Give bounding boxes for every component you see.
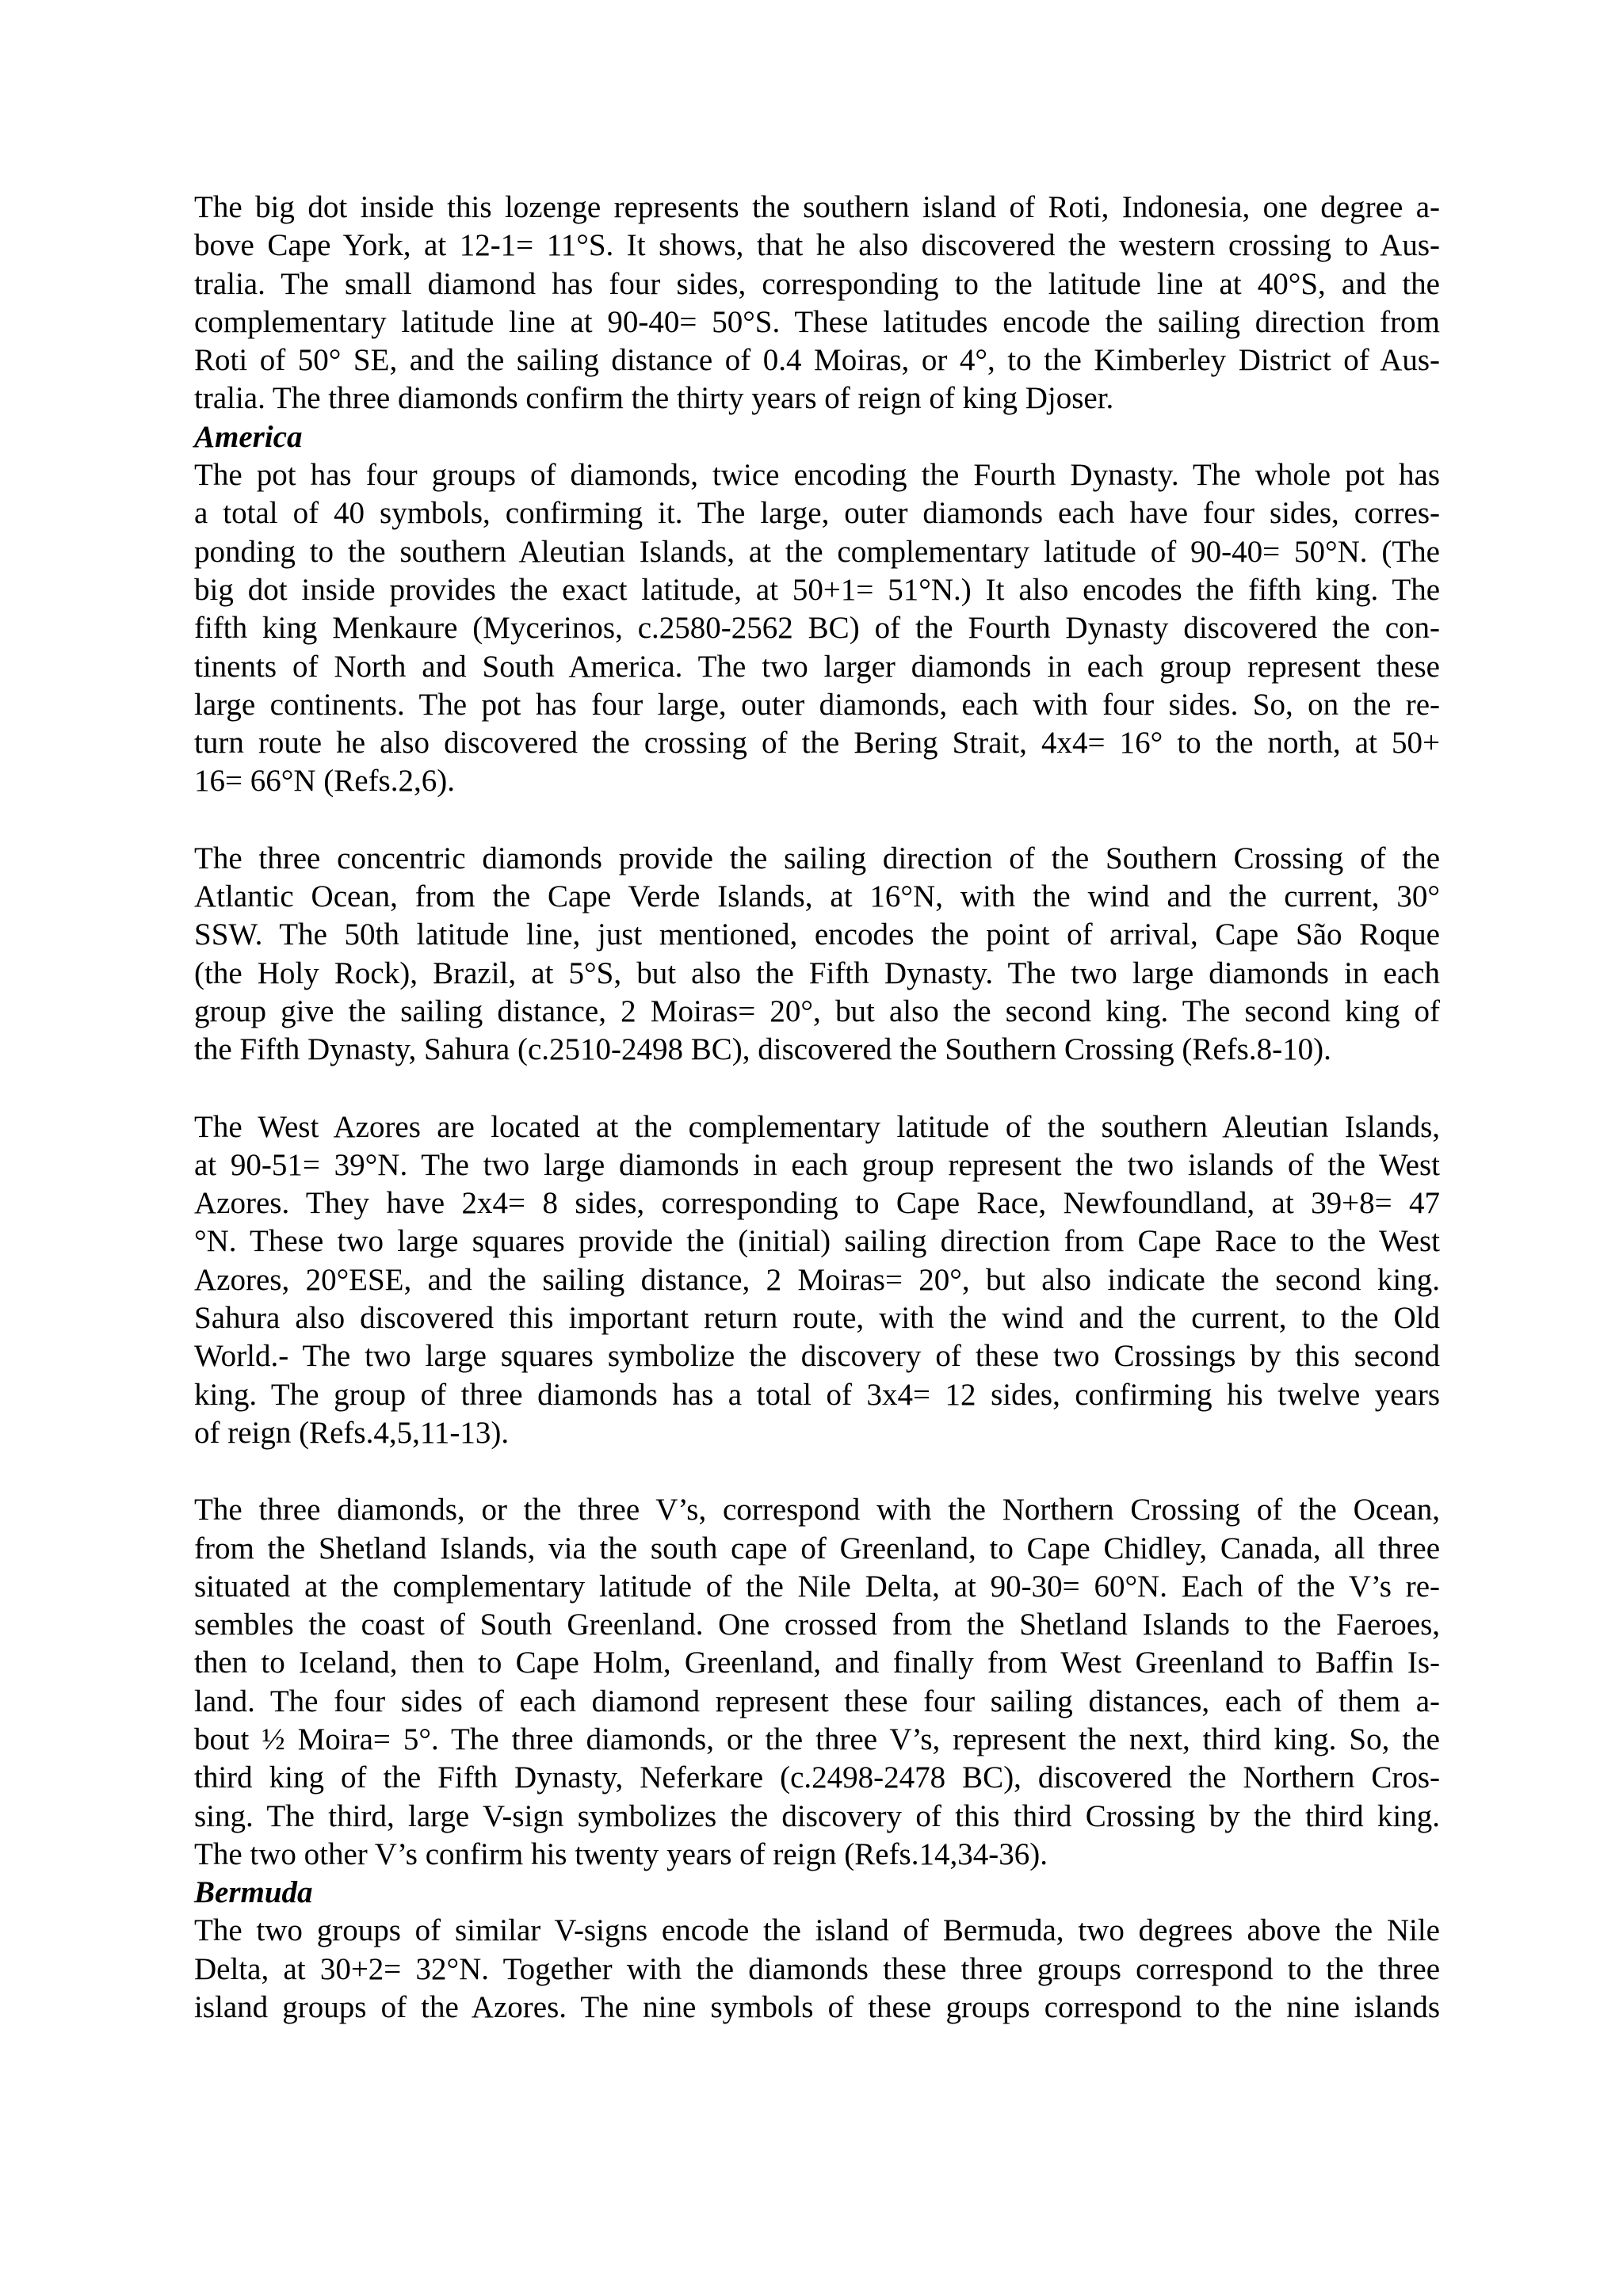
text-line: the Fifth Dynasty, Sahura (c.2510-2498 BC), discovered the Southern Crossing (Refs.8-10). xyxy=(194,1032,1331,1067)
text-line: Sahura also discovered this important return route, with the wind and the current, to the Old xyxy=(194,1301,1440,1336)
text-line: The three diamonds, or the three V’s, correspond with the Northern Crossing of the Ocean, xyxy=(194,1493,1440,1527)
text-line: Atlantic Ocean, from the Cape Verde Islands, at 16°N, with the wind and the current, 30° xyxy=(194,879,1440,914)
text-line: sing. The third, large V-sign symbolizes the discovery of this third Crossing by the third king. xyxy=(194,1798,1440,1833)
text-line: big dot inside provides the exact latitude, at 50+1= 51°N.) It also encodes the fifth king. The xyxy=(194,572,1440,607)
paragraph-southern-crossing xyxy=(194,840,1440,1070)
text-line: bove Cape York, at 12-1= 11°S. It shows, that he also discovered the western crossing to Aus- xyxy=(194,228,1440,263)
paragraph-america xyxy=(194,456,1440,801)
text-line: 16= 66°N (Refs.2,6). xyxy=(194,764,455,799)
text-line: The two groups of similar V-signs encode the island of Bermuda, two degrees above the Nile xyxy=(194,1913,1440,1948)
section-heading-bermuda: Bermuda xyxy=(194,1875,313,1910)
text-line: from the Shetland Islands, via the south cape of Greenland, to Cape Chidley, Canada, all three xyxy=(194,1531,1440,1566)
text-line: SSW. The 50th latitude line, just mentioned, encodes the point of arrival, Cape São Roque xyxy=(194,917,1440,952)
text-line: of reign (Refs.4,5,11-13). xyxy=(194,1415,510,1450)
text-line: World.- The two large squares symbolize the discovery of these two Crossings by this second xyxy=(194,1339,1440,1374)
text-line: land. The four sides of each diamond represent these four sailing distances, each of them a- xyxy=(194,1684,1440,1718)
text-line: tinents of North and South America. The two larger diamonds in each group represent these xyxy=(194,649,1440,684)
paragraph-northern-crossing xyxy=(194,1491,1440,1874)
text-line: fifth king Menkaure (Mycerinos, c.2580-2562 BC) of the Fourth Dynasty discovered the con- xyxy=(194,611,1440,646)
text-line: The big dot inside this lozenge represents the southern island of Roti, Indonesia, one degree a- xyxy=(194,190,1440,224)
text-line: turn route he also discovered the crossing of the Bering Strait, 4x4= 16° to the north, at 50+ xyxy=(194,726,1440,761)
text-line: The West Azores are located at the complementary latitude of the southern Aleutian Islands, xyxy=(194,1109,1440,1144)
text-line: third king of the Fifth Dynasty, Neferkare (c.2498-2478 BC), discovered the Northern Cros- xyxy=(194,1760,1440,1795)
text-line: Azores. They have 2x4= 8 sides, corresponding to Cape Race, Newfoundland, at 39+8= 47 xyxy=(194,1186,1440,1221)
text-line: group give the sailing distance, 2 Moiras= 20°, but also the second king. The second king of xyxy=(194,994,1440,1028)
paragraph-bermuda xyxy=(194,1912,1440,2027)
text-line: complementary latitude line at 90-40= 50°S. These latitudes encode the sailing direction from xyxy=(194,304,1440,339)
text-line: then to Iceland, then to Cape Holm, Greenland, and finally from West Greenland to Baffin Is- xyxy=(194,1646,1440,1680)
text-line: tralia. The three diamonds confirm the thirty years of reign of king Djoser. xyxy=(194,381,1114,416)
text-line: (the Holy Rock), Brazil, at 5°S, but also the Fifth Dynasty. The two large diamonds in each xyxy=(194,955,1440,990)
text-line: bout ½ Moira= 5°. The three diamonds, or the three V’s, represent the next, third king. So, the xyxy=(194,1722,1440,1756)
section-heading-america: America xyxy=(194,419,303,454)
text-line: sembles the coast of South Greenland. One crossed from the Shetland Islands to the Faeroes, xyxy=(194,1608,1440,1642)
text-line: king. The group of three diamonds has a total of 3x4= 12 sides, confirming his twelve years xyxy=(194,1377,1440,1412)
text-line: at 90-51= 39°N. The two large diamonds in each group represent the two islands of the West xyxy=(194,1147,1440,1182)
text-line: large continents. The pot has four large, outer diamonds, each with four sides. So, on the re- xyxy=(194,687,1440,722)
paragraph-west-azores xyxy=(194,1108,1440,1453)
text-line: Roti of 50° SE, and the sailing distance of 0.4 Moiras, or 4°, to the Kimberley District of Aus- xyxy=(194,343,1440,378)
text-line: tralia. The small diamond has four sides, corresponding to the latitude line at 40°S, and the xyxy=(194,266,1440,301)
paragraph-roti xyxy=(194,189,1440,418)
document-page xyxy=(194,189,1440,2027)
text-line: The three concentric diamonds provide the sailing direction of the Southern Crossing of the xyxy=(194,841,1440,875)
text-line: °N. These two large squares provide the (initial) sailing direction from Cape Race to the West xyxy=(194,1224,1440,1259)
text-line: a total of 40 symbols, confirming it. The large, outer diamonds each have four sides, corres- xyxy=(194,496,1440,531)
text-line: The pot has four groups of diamonds, twice encoding the Fourth Dynasty. The whole pot has xyxy=(194,458,1440,493)
text-line: island groups of the Azores. The nine symbols of these groups correspond to the nine islands xyxy=(194,1990,1440,2025)
text-line: situated at the complementary latitude of the Nile Delta, at 90-30= 60°N. Each of the V’s re- xyxy=(194,1569,1440,1604)
text-line: The two other V’s confirm his twenty years of reign (Refs.14,34-36). xyxy=(194,1836,1048,1871)
text-line: ponding to the southern Aleutian Islands, at the complementary latitude of 90-40= 50°N. (The xyxy=(194,534,1440,569)
text-line: Delta, at 30+2= 32°N. Together with the diamonds these three groups correspond to the three xyxy=(194,1951,1440,1986)
text-line: Azores, 20°ESE, and the sailing distance, 2 Moiras= 20°, but also indicate the second king. xyxy=(194,1262,1440,1297)
